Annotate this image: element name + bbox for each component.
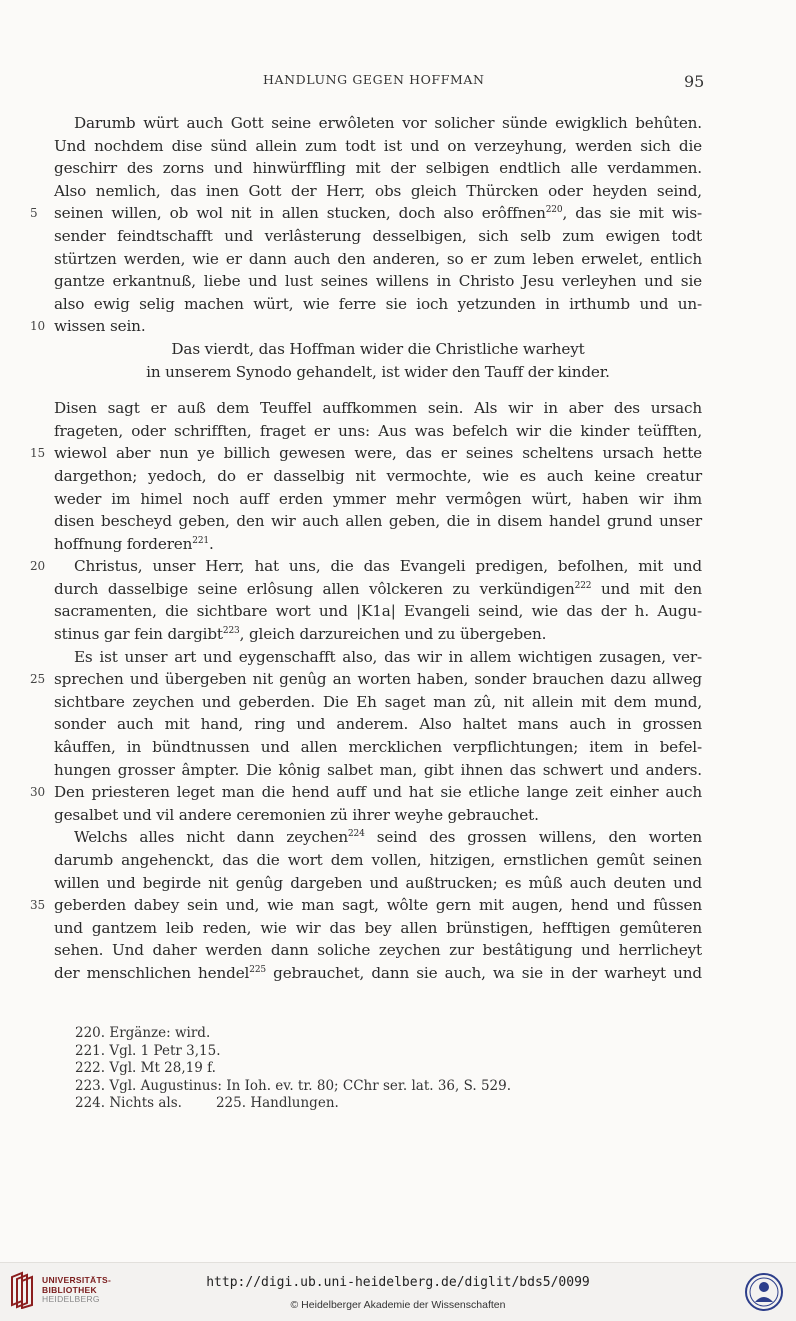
footnote-223: 223. Vgl. Augustinus: In Ioh. ev. tr. 80; CChr ser. lat. 36, S. 529. [75, 1077, 512, 1094]
footnotes [75, 1025, 511, 1113]
line-number: 15 [30, 446, 45, 461]
text-line: Das vierdt, das Hoffman wider die Christliche warheyt [171, 339, 585, 358]
academy-seal-logo-icon[interactable] [744, 1272, 784, 1312]
text-line: Welchs alles nicht dann zeychen$^{224}$ seind des grossen willens, den worten [74, 828, 702, 847]
text-line: der menschlichen hendel$^{225}$ gebrauchet, dann sie auch, wa sie in der warheyt und [54, 963, 702, 982]
text-line: 15 wiewol aber nun ye billich gewesen were, das er seines scheltens ursach hette [54, 442, 702, 465]
footnote-reference: 222 [574, 580, 592, 591]
line-number: 25 [30, 672, 45, 687]
footnote-224: 224. Nichts als. [75, 1095, 182, 1112]
line-number: 30 [30, 785, 45, 800]
line-number: 10 [30, 319, 45, 334]
footnote-222: 222. Vgl. Mt 28,19 f. [75, 1060, 216, 1077]
text-line: 5 seinen willen, ob wol nit in allen stucken, doch also erôffnen$^{220}$, das sie mit wis- [54, 202, 702, 225]
text-line: 25 sprechen und übergeben nit genûg an worten haben, sonder brauchen dazu allweg [54, 668, 702, 691]
text-line: durch dasselbige seine erlôsung allen vôlckeren zu verkündigen$^{222}$ und mit den [54, 579, 703, 598]
footnote-225: 225. Handlungen. [215, 1095, 339, 1112]
text-line: frageten, oder schrifften, fraget er uns: Aus was befelch wir die kinder teüfften, [54, 421, 702, 440]
text-line: disen bescheyd geben, den wir auch allen geben, die in disem handel grund unser [54, 512, 702, 531]
text-line: Es ist unser art und eygenschafft also, das wir in allem wichtigen zusagen, ver- [74, 647, 702, 666]
text-line: hungen grosser âmpter. Die kônig salbet man, gibt ihnen das schwert und anders. [54, 760, 702, 779]
footnote-reference: 224 [347, 829, 365, 840]
text-line: sender feindtschafft und verlâsterung desselbigen, sich selb zum ewigen todt [54, 226, 702, 245]
text-line: willen und begirde nit genûg dargeben und außtrucken; es mûß auch deuten und [54, 873, 702, 892]
footnote-reference: 223 [222, 626, 240, 637]
text-line: also ewig selig machen würt, wie ferre sie ioch yetzunden in irthumb und un- [54, 294, 702, 313]
text-line: Und nochdem dise sünd allein zum todt ist und on verzeyhung, werden sich die [54, 136, 702, 155]
text-line: sehen. Und daher werden dann soliche zeychen zur bestâtigung und herrlicheyt [54, 941, 702, 960]
line-number: 35 [30, 898, 45, 913]
text-line: Also nemlich, das inen Gott der Herr, obs gleich Thürcken oder heyden seind, [54, 181, 702, 200]
permalink-url[interactable]: http://digi.ub.uni-heidelberg.de/diglit/bds5/0099 [206, 1275, 590, 1290]
footnote-reference: 221 [192, 535, 210, 546]
text-line: darumb angehenckt, das die wort dem vollen, hitzigen, ernstlichen gemût seinen [54, 851, 702, 869]
text-line: und gantzem leib reden, wie wir das bey allen brünstigen, hefftigen gemûteren [54, 918, 702, 937]
footnote-221: 221. Vgl. 1 Petr 3,15. [75, 1042, 221, 1059]
text-line: in unserem Synodo gehandelt, ist wider den Tauff der kinder. [146, 362, 610, 381]
viewer-footer [0, 1262, 796, 1321]
text-line: hoffnung forderen$^{221}$. [54, 534, 214, 553]
text-line: 10 wissen sein. [54, 315, 702, 338]
copyright-notice: © Heidelberger Akademie der Wissenschaften [290, 1299, 506, 1311]
footnote-224-225 [75, 1095, 511, 1113]
footnote-220: 220. Ergänze: wird. [75, 1025, 211, 1041]
text-line: sacramenten, die sichtbare wort und |K1a| Evangeli seind, wie das der h. Augu- [54, 602, 702, 621]
text-line: dargethon; yedoch, do er dasselbig nit vermochte, wie es auch keine creatur [54, 466, 702, 485]
text-line: sichtbare zeychen und geberden. Die Eh saget man zû, nit allein mit dem mund, [54, 692, 702, 711]
text-line: Disen sagt er auß dem Teuffel auffkommen sein. Als wir in aber des ursach [54, 399, 702, 418]
university-library-name: UNIVERSITÄTS- BIBLIOTHEK HEIDELBERG [42, 1275, 112, 1304]
line-number: 5 [30, 206, 38, 221]
text-line: geschirr des zorns und hinwürffling mit der selbigen endtlich alle verdammen. [54, 159, 702, 178]
text-line: stinus gar fein dargibt$^{223}$, gleich darzureichen und zu übergeben. [54, 625, 547, 644]
text-line: Darumb würt auch Gott seine erwôleten vor solicher sünde ewigklich behûten. [74, 114, 702, 132]
text-line: gantze erkantnuß, liebe und lust seines willens in Christo Jesu verleyhen und sie [54, 272, 702, 291]
text-line: 20 Christus, unser Herr, hat uns, die das Evangeli predigen, befolhen, mit und [54, 555, 702, 578]
text-line: stürtzen werden, wie er dann auch den anderen, so er zum leben erwelet, entlich [54, 249, 702, 268]
text-line: gesalbet und vil andere ceremonien zü ihrer weyhe gebrauchet. [54, 805, 539, 824]
footnote-reference: 225 [249, 964, 266, 975]
running-head: HANDLUNG GEGEN HOFFMAN [263, 72, 485, 87]
text-line: 35 geberden dabey sein und, wie man sagt, wôlte gern mit augen, hend und fûssen [54, 894, 702, 917]
text-line: weder im himel noch auff erden ymmer mehr vermôgen würt, haben wir ihm [54, 489, 702, 508]
body-text [30, 112, 703, 985]
line-number: 20 [30, 559, 45, 574]
text-line: sonder auch mit hand, ring und anderem. Also haltet mans auch in grossen [54, 715, 702, 734]
footnote-reference: 220 [545, 205, 563, 216]
text-line: 30 Den priesteren leget man die hend auff und hat sie etliche lange zeit einher auch [54, 781, 702, 804]
text-line: kâuffen, in bündtnussen und allen mercklichen verpflichtungen; item in befel- [54, 738, 702, 757]
page-number: 95 [684, 72, 705, 91]
